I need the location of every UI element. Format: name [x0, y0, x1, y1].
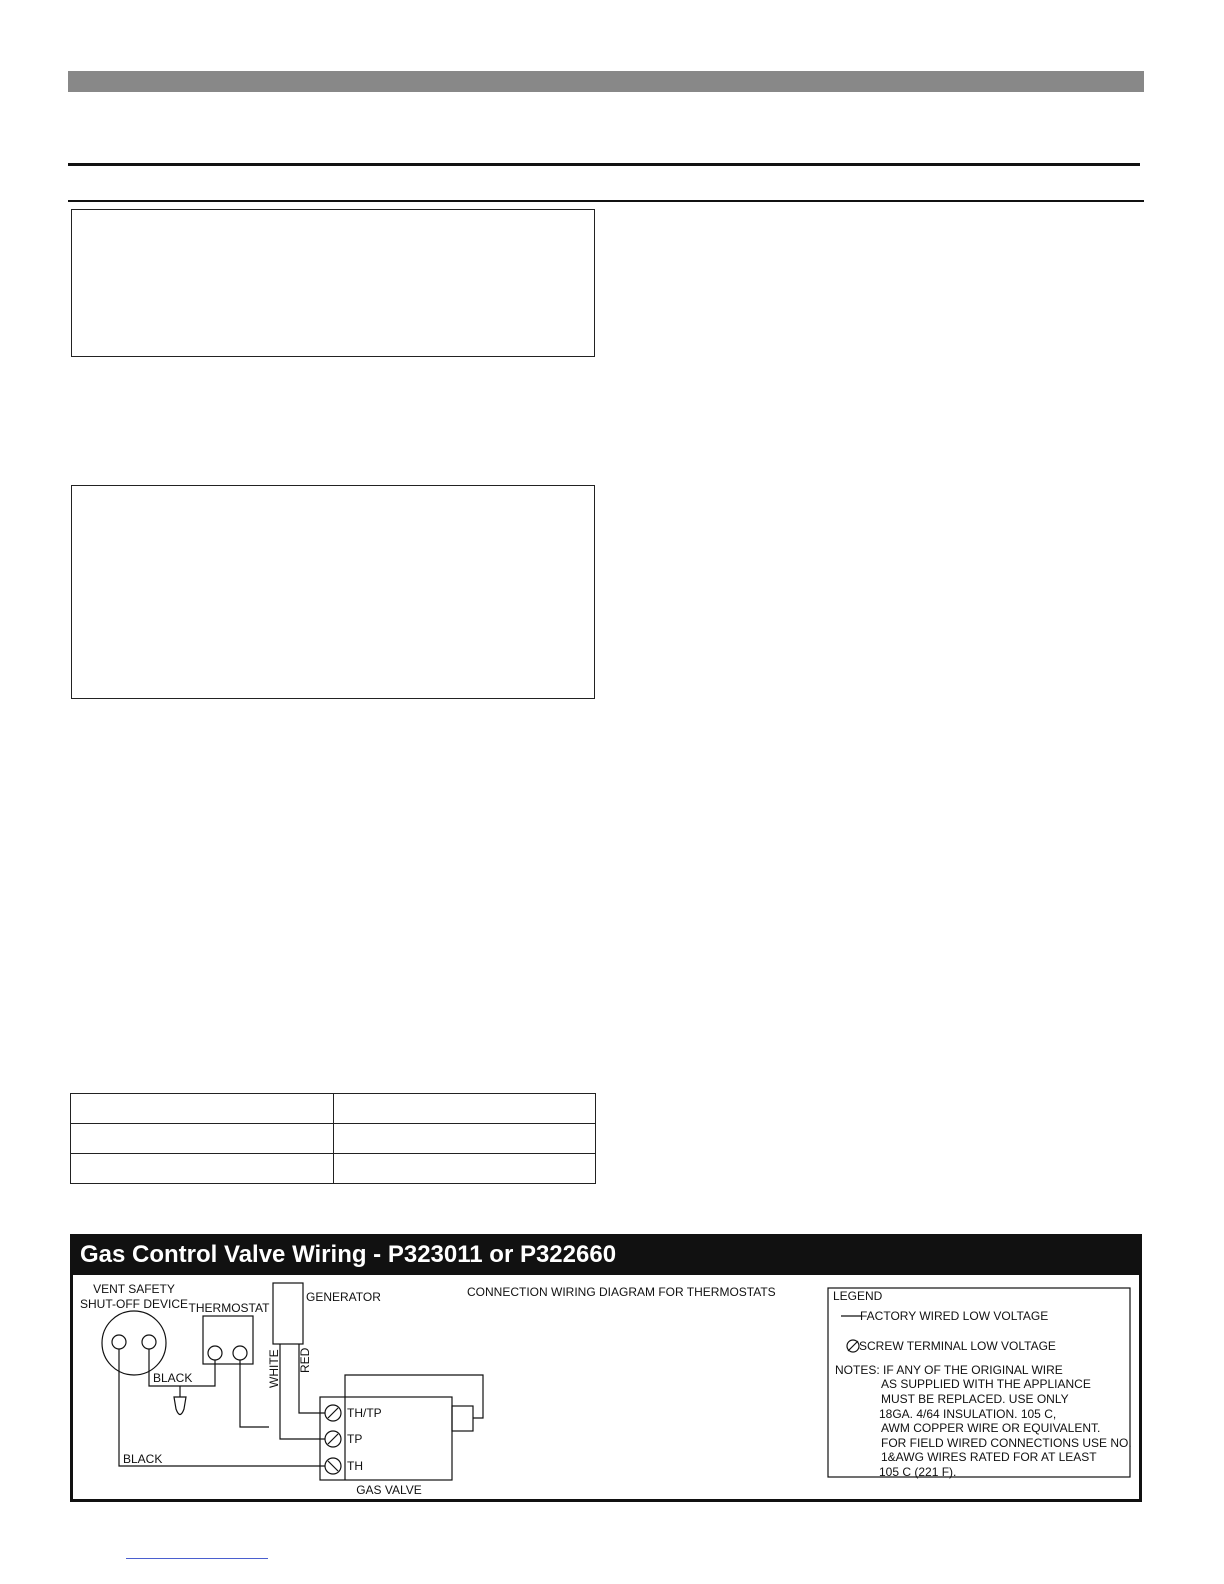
generator-box	[273, 1283, 303, 1344]
diagram-canvas	[73, 1275, 1139, 1499]
black-label-2: BLACK	[123, 1452, 163, 1466]
red-label: RED	[298, 1347, 312, 1373]
table-row	[71, 1124, 596, 1154]
vent-terminal-left	[112, 1335, 126, 1349]
black-wire-2	[119, 1349, 325, 1466]
vent-terminal-right	[142, 1335, 156, 1349]
terminal-thtp-label: TH/TP	[347, 1406, 382, 1420]
table-cell	[333, 1124, 596, 1154]
wiring-diagram	[73, 1275, 1139, 1499]
legend-note-line: 105 C (221 F).	[879, 1465, 957, 1479]
header-rule-bottom	[68, 200, 1144, 202]
wire-nut-icon	[174, 1397, 186, 1415]
vent-label-2: SHUT-OFF DEVICE	[79, 1297, 189, 1311]
legend-title: LEGEND	[833, 1289, 883, 1303]
vent-label-1: VENT SAFETY	[93, 1282, 175, 1296]
spec-table	[70, 1093, 596, 1184]
legend-factory: FACTORY WIRED LOW VOLTAGE	[860, 1309, 1049, 1323]
table-cell	[71, 1094, 334, 1124]
table-cell	[71, 1124, 334, 1154]
generator-label: GENERATOR	[306, 1290, 381, 1304]
thermostat-label: THERMOSTAT	[188, 1301, 270, 1315]
header-band	[68, 71, 1144, 92]
header-rule-top	[68, 163, 1140, 166]
terminal-tp-label: TP	[347, 1432, 363, 1446]
thermostat-terminal-right	[233, 1346, 247, 1360]
legend-note-line: MUST BE REPLACED. USE ONLY	[881, 1392, 1069, 1406]
legend-note-line: FOR FIELD WIRED CONNECTIONS USE NO.	[881, 1436, 1132, 1450]
legend-note-line: NOTES: IF ANY OF THE ORIGINAL WIRE	[835, 1363, 1063, 1377]
notice-box-1	[71, 209, 595, 357]
black-label-1: BLACK	[153, 1371, 193, 1385]
table-cell	[333, 1094, 596, 1124]
legend-screw: SCREW TERMINAL LOW VOLTAGE	[859, 1339, 1056, 1353]
thermostat-wire	[240, 1360, 269, 1427]
wiring-diagram-panel	[70, 1234, 1142, 1502]
diagram-caption: CONNECTION WIRING DIAGRAM FOR THERMOSTATS	[467, 1285, 776, 1299]
diagram-title: Gas Control Valve Wiring - P323011 or P322660	[80, 1241, 617, 1268]
valve-knob	[452, 1406, 473, 1431]
gas-valve-label: GAS VALVE	[356, 1483, 422, 1497]
legend-note-line: 18GA. 4/64 INSULATION. 105 C,	[879, 1407, 1057, 1421]
table-row	[71, 1154, 596, 1184]
table-row	[71, 1094, 596, 1124]
white-label: WHITE	[267, 1349, 281, 1388]
table-cell	[333, 1154, 596, 1184]
legend-note-line: AS SUPPLIED WITH THE APPLIANCE	[881, 1377, 1091, 1391]
notice-box-2	[71, 485, 595, 699]
legend-note-line: 1&AWG WIRES RATED FOR AT LEAST	[881, 1450, 1097, 1464]
terminal-th-label: TH	[347, 1459, 363, 1473]
link-underline[interactable]	[126, 1558, 268, 1559]
table-cell	[71, 1154, 334, 1184]
thermostat-terminal-left	[208, 1346, 222, 1360]
legend-note-line: AWM COPPER WIRE OR EQUIVALENT.	[881, 1421, 1101, 1435]
